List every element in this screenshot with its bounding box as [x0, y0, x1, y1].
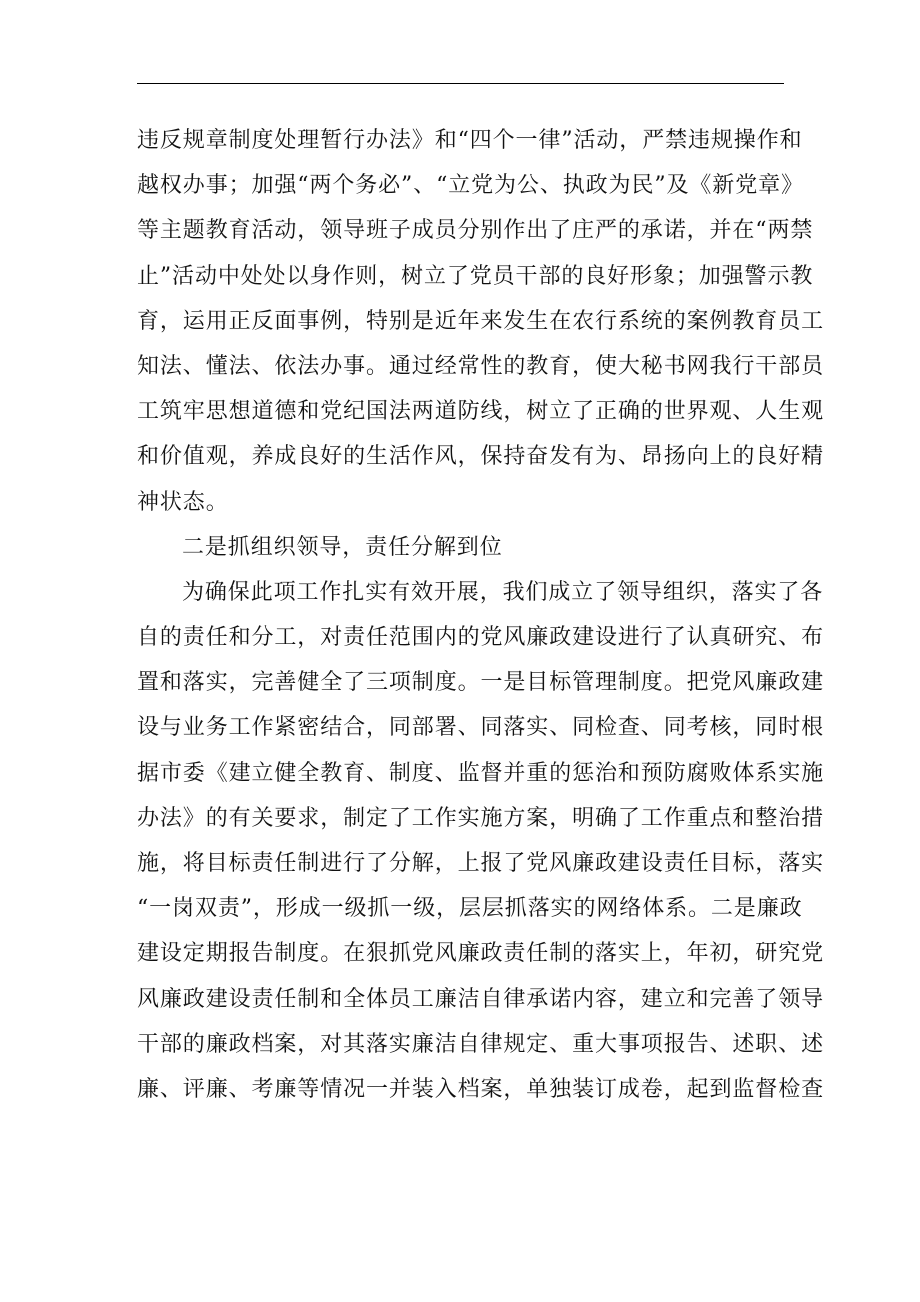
text-line: 置和落实，完善健全了三项制度。一是目标管理制度。把党风廉政建	[137, 670, 825, 696]
text-line: 越权办事；加强“两个务必”、“立党为公、执政为民”及《新党章》	[137, 173, 804, 199]
section-heading: 二是抓组织领导，责任分解到位	[182, 534, 503, 560]
text-line: 知法、懂法、依法办事。通过经常性的教育，使大秘书网我行干部员	[137, 353, 825, 379]
text-line: 风廉政建设责任制和全体员工廉洁自律承诺内容，建立和完善了领导	[137, 986, 825, 1012]
text-line: 办法》的有关要求，制定了工作实施方案，明确了工作重点和整治措	[137, 805, 825, 831]
text-line: 工筑牢思想道德和党纪国法两道防线，树立了正确的世界观、人生观	[137, 399, 825, 425]
text-line: “一岗双责”，形成一级抓一级，层层抓落实的网络体系。二是廉政	[137, 896, 803, 922]
text-line: 违反规章制度处理暂行办法》和“四个一律”活动，严禁违规操作和	[137, 128, 803, 153]
text-line: 设与业务工作紧密结合，同部署、同落实、同检查、同考核，同时根	[137, 715, 825, 741]
body-text	[137, 118, 825, 1112]
text-line: 自的责任和分工，对责任范围内的党风廉政建设进行了认真研究、布	[137, 625, 825, 651]
text-line: 干部的廉政档案，对其落实廉洁自律规定、重大事项报告、述职、述	[137, 1031, 825, 1057]
text-line: 和价值观，养成良好的生活作风，保持奋发有为、昂扬向上的良好精	[137, 444, 825, 470]
text-line: 神状态。	[137, 489, 229, 515]
text-line: 施，将目标责任制进行了分解，上报了党风廉政建设责任目标，落实	[137, 851, 825, 876]
text-line: 据市委《建立健全教育、制度、监督并重的惩治和预防腐败体系实施	[137, 760, 825, 786]
text-line: 止”活动中处处以身作则，树立了党员干部的良好形象；加强警示教	[137, 263, 814, 289]
header-rule	[137, 83, 784, 84]
text-line: 等主题教育活动，领导班子成员分别作出了庄严的承诺，并在“两禁	[137, 218, 814, 244]
text-line: 为确保此项工作扎实有效开展，我们成立了领导组织，落实了各	[182, 579, 824, 605]
text-line: 建设定期报告制度。在狠抓党风廉政责任制的落实上，年初，研究党	[137, 941, 825, 967]
text-line: 廉、评廉、考廉等情况一并装入档案，单独装订成卷，起到监督检查	[137, 1076, 825, 1102]
text-line: 育，运用正反面事例，特别是近年来发生在农行系统的案例教育员工	[137, 308, 825, 334]
